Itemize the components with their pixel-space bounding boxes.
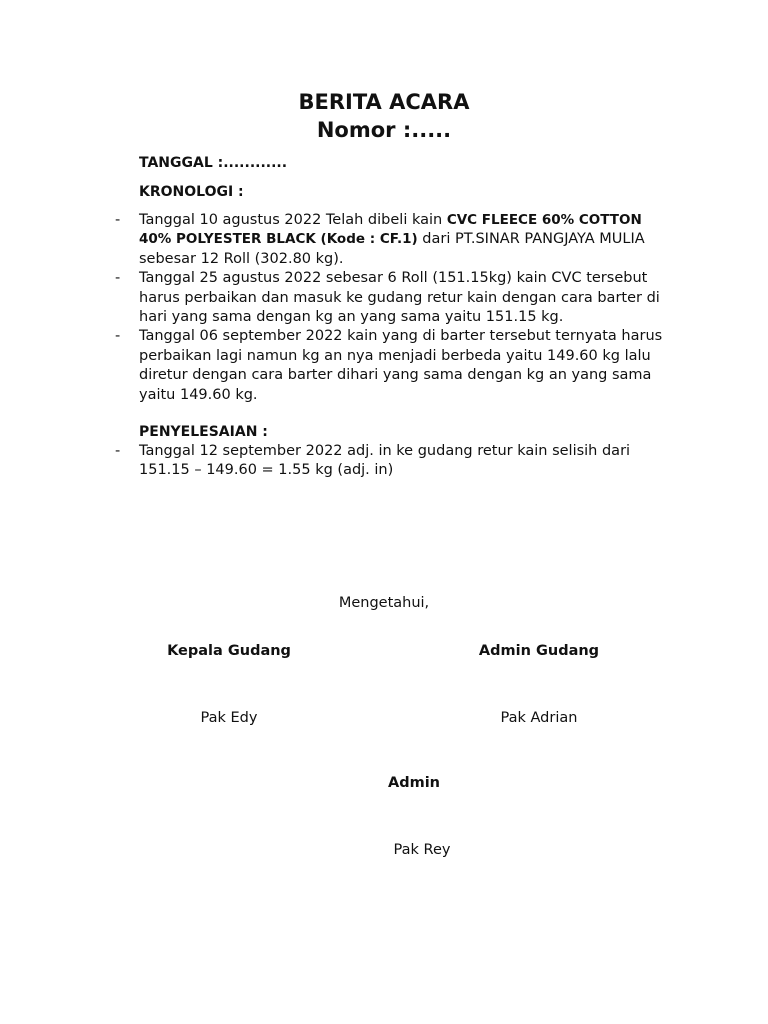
list-item-text: Tanggal 12 september 2022 adj. in ke gudang retur kain selisih dari 151.15 – 149.60 = 1.55 kg (adj. in) xyxy=(139,443,631,479)
signature-role-kepala-gudang: Kepala Gudang xyxy=(167,643,291,659)
list-item-text: Tanggal 25 agustus 2022 sebesar 6 Roll (151.15kg) kain CVC tersebut harus perbaikan dan masuk ke gudang retur kain dengan cara barter di hari yang sama dengan kg an yang sama yaitu 151.15 kg. xyxy=(139,270,660,326)
document-number: Nomor :..... xyxy=(316,118,452,142)
penyelesaian-heading: PENYELESAIAN : xyxy=(139,424,268,440)
bullet-dash: - xyxy=(115,443,121,459)
penyelesaian-list xyxy=(0,442,768,481)
tanggal-label: TANGGAL :............ xyxy=(139,155,288,171)
signature-name-kepala-gudang: Pak Edy xyxy=(200,710,258,726)
fabric-name: CVC FLEECE 60% COTTON 40% POLYESTER BLACK (Kode : CF.1) xyxy=(139,212,642,248)
signature-role-admin: Admin xyxy=(387,775,440,791)
mengetahui-label: Mengetahui, xyxy=(338,595,430,611)
list-item xyxy=(0,211,768,269)
signature-name-admin-gudang: Pak Adrian xyxy=(500,710,578,726)
list-item-text: Tanggal 06 september 2022 kain yang di barter tersebut ternyata harus perbaikan lagi namun kg an nya menjadi berbeda yaitu 149.60 kg lalu diretur dengan cara barter dihari yang sama dengan kg an yang sama yaitu 149.60 kg. xyxy=(139,328,663,403)
bullet-dash: - xyxy=(115,212,121,228)
list-item xyxy=(0,327,768,405)
document-title: BERITA ACARA xyxy=(298,90,470,114)
signature-role-admin-gudang: Admin Gudang xyxy=(478,643,600,659)
list-item xyxy=(0,269,768,327)
list-item xyxy=(0,442,768,481)
list-item-text: Tanggal 10 agustus 2022 Telah dibeli kain CVC FLEECE 60% COTTON 40% POLYESTER BLACK (Kode : CF.1) dari PT.SINAR PANGJAYA MULIA sebesar 12 Roll (302.80 kg). xyxy=(139,212,645,267)
bullet-dash: - xyxy=(115,328,121,345)
kronologi-heading: KRONOLOGI : xyxy=(139,184,244,200)
signature-name-admin: Pak Rey xyxy=(393,842,451,858)
kronologi-list xyxy=(0,211,768,405)
bullet-dash: - xyxy=(115,270,121,287)
